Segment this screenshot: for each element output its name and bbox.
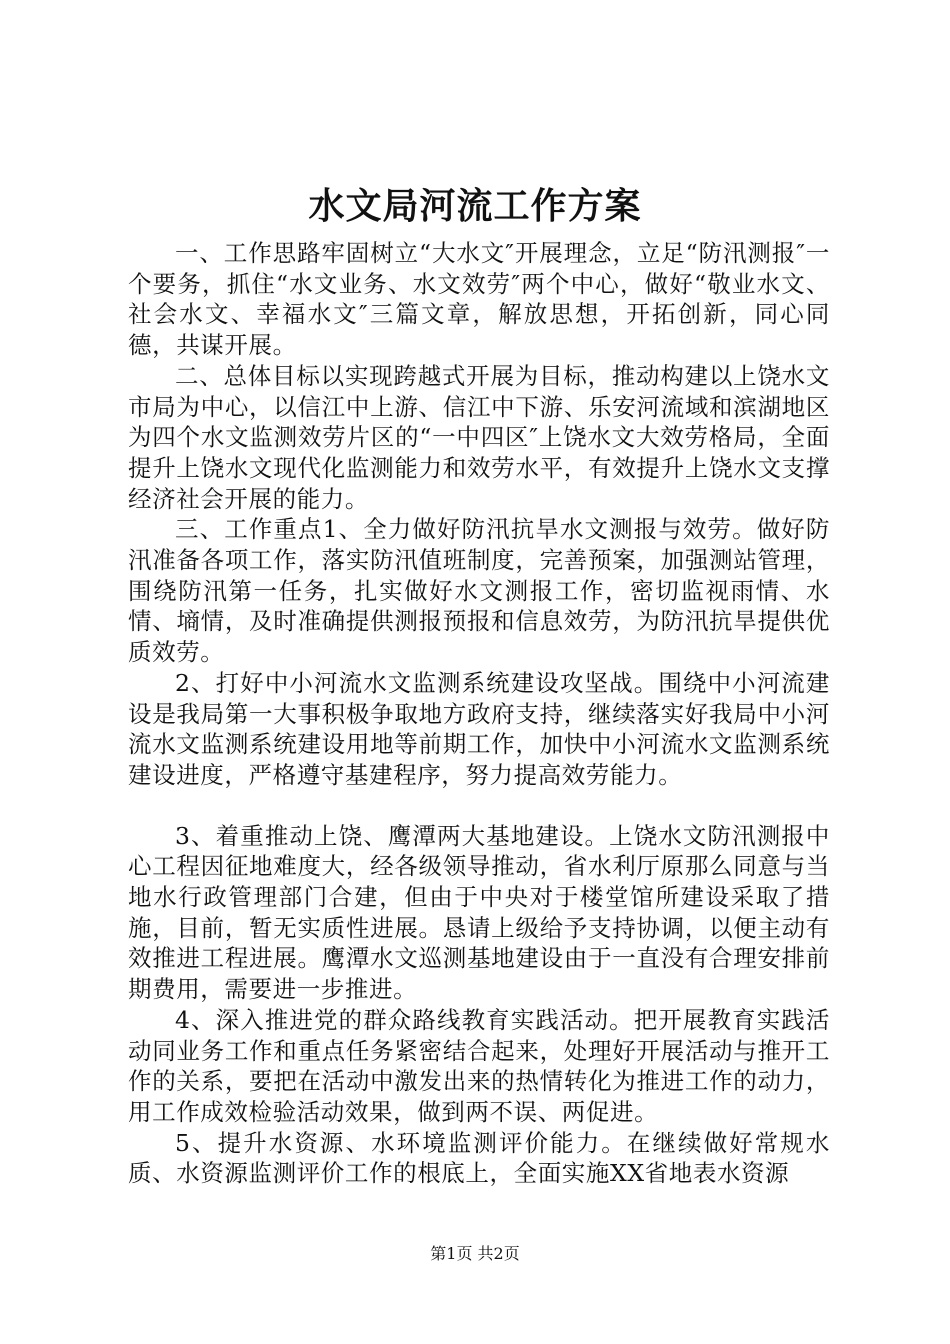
paragraph-overall-goal: 二、总体目标以实现跨越式开展为目标，推动构建以上饶水文市局为中心，以信江中上游、信江中下游、乐安河流域和滨湖地区为四个水文监测效劳片区的“一中四区″上饶水文大效劳格局，全面提升上饶水文现代化监测能力和效劳水平，有效提升上饶水文支撑经济社会开展的能力。 bbox=[128, 361, 830, 513]
paragraph-work-approach: 一、工作思路牢固树立“大水文″开展理念，立足“防汛测报″一个要务，抓住“水文业务、水文效劳″两个中心，做好“敬业水文、社会水文、幸福水文″三篇文章，解放思想，开拓创新，同心同德，共谋开展。 bbox=[128, 239, 830, 360]
document-title: 水文局河流工作方案 bbox=[308, 185, 642, 227]
paragraph-work-focus-2: 2、打好中小河流水文监测系统建设攻坚战。围绕中小河流建设是我局第一大事积极争取地方政府支持，继续落实好我局中小河流水文监测系统建设用地等前期工作，加快中小河流水文监测系统建设进度，严格遵守基建程序，努力提高效劳能力。 bbox=[128, 668, 830, 789]
paragraph-work-focus-5: 5、提升水资源、水环境监测评价能力。在继续做好常规水质、水资源监测评价工作的根底上，全面实施XX省地表水资源 bbox=[128, 1128, 830, 1188]
page-number-footer: 第1页 共2页 bbox=[430, 1244, 520, 1263]
paragraph-work-focus-4: 4、深入推进党的群众路线教育实践活动。把开展教育实践活动同业务工作和重点任务紧密结合起来，处理好开展活动与推开工作的关系，要把在活动中激发出来的热情转化为推进工作的动力，用工作成效检验活动效果，做到两不误、两促进。 bbox=[128, 1005, 830, 1126]
document-body bbox=[128, 238, 830, 1189]
paragraph-work-focus-1: 三、工作重点1、全力做好防汛抗旱水文测报与效劳。做好防汛准备各项工作，落实防汛值班制度，完善预案，加强测站管理，围绕防汛第一任务，扎实做好水文测报工作，密切监视雨情、水情、墒情，及时准确提供测报预报和信息效劳，为防汛抗旱提供优质效劳。 bbox=[128, 515, 830, 667]
paragraph-work-focus-3: 3、着重推动上饶、鹰潭两大基地建设。上饶水文防汛测报中心工程因征地难度大，经各级领导推动，省水利厅原那么同意与当地水行政管理部门合建，但由于中央对于楼堂馆所建设采取了措施，目前，暂无实质性进展。恳请上级给予支持协调，以便主动有效推进工程进展。鹰潭水文巡测基地建设由于一直没有合理安排前期费用，需要进一步推进。 bbox=[128, 821, 830, 1004]
